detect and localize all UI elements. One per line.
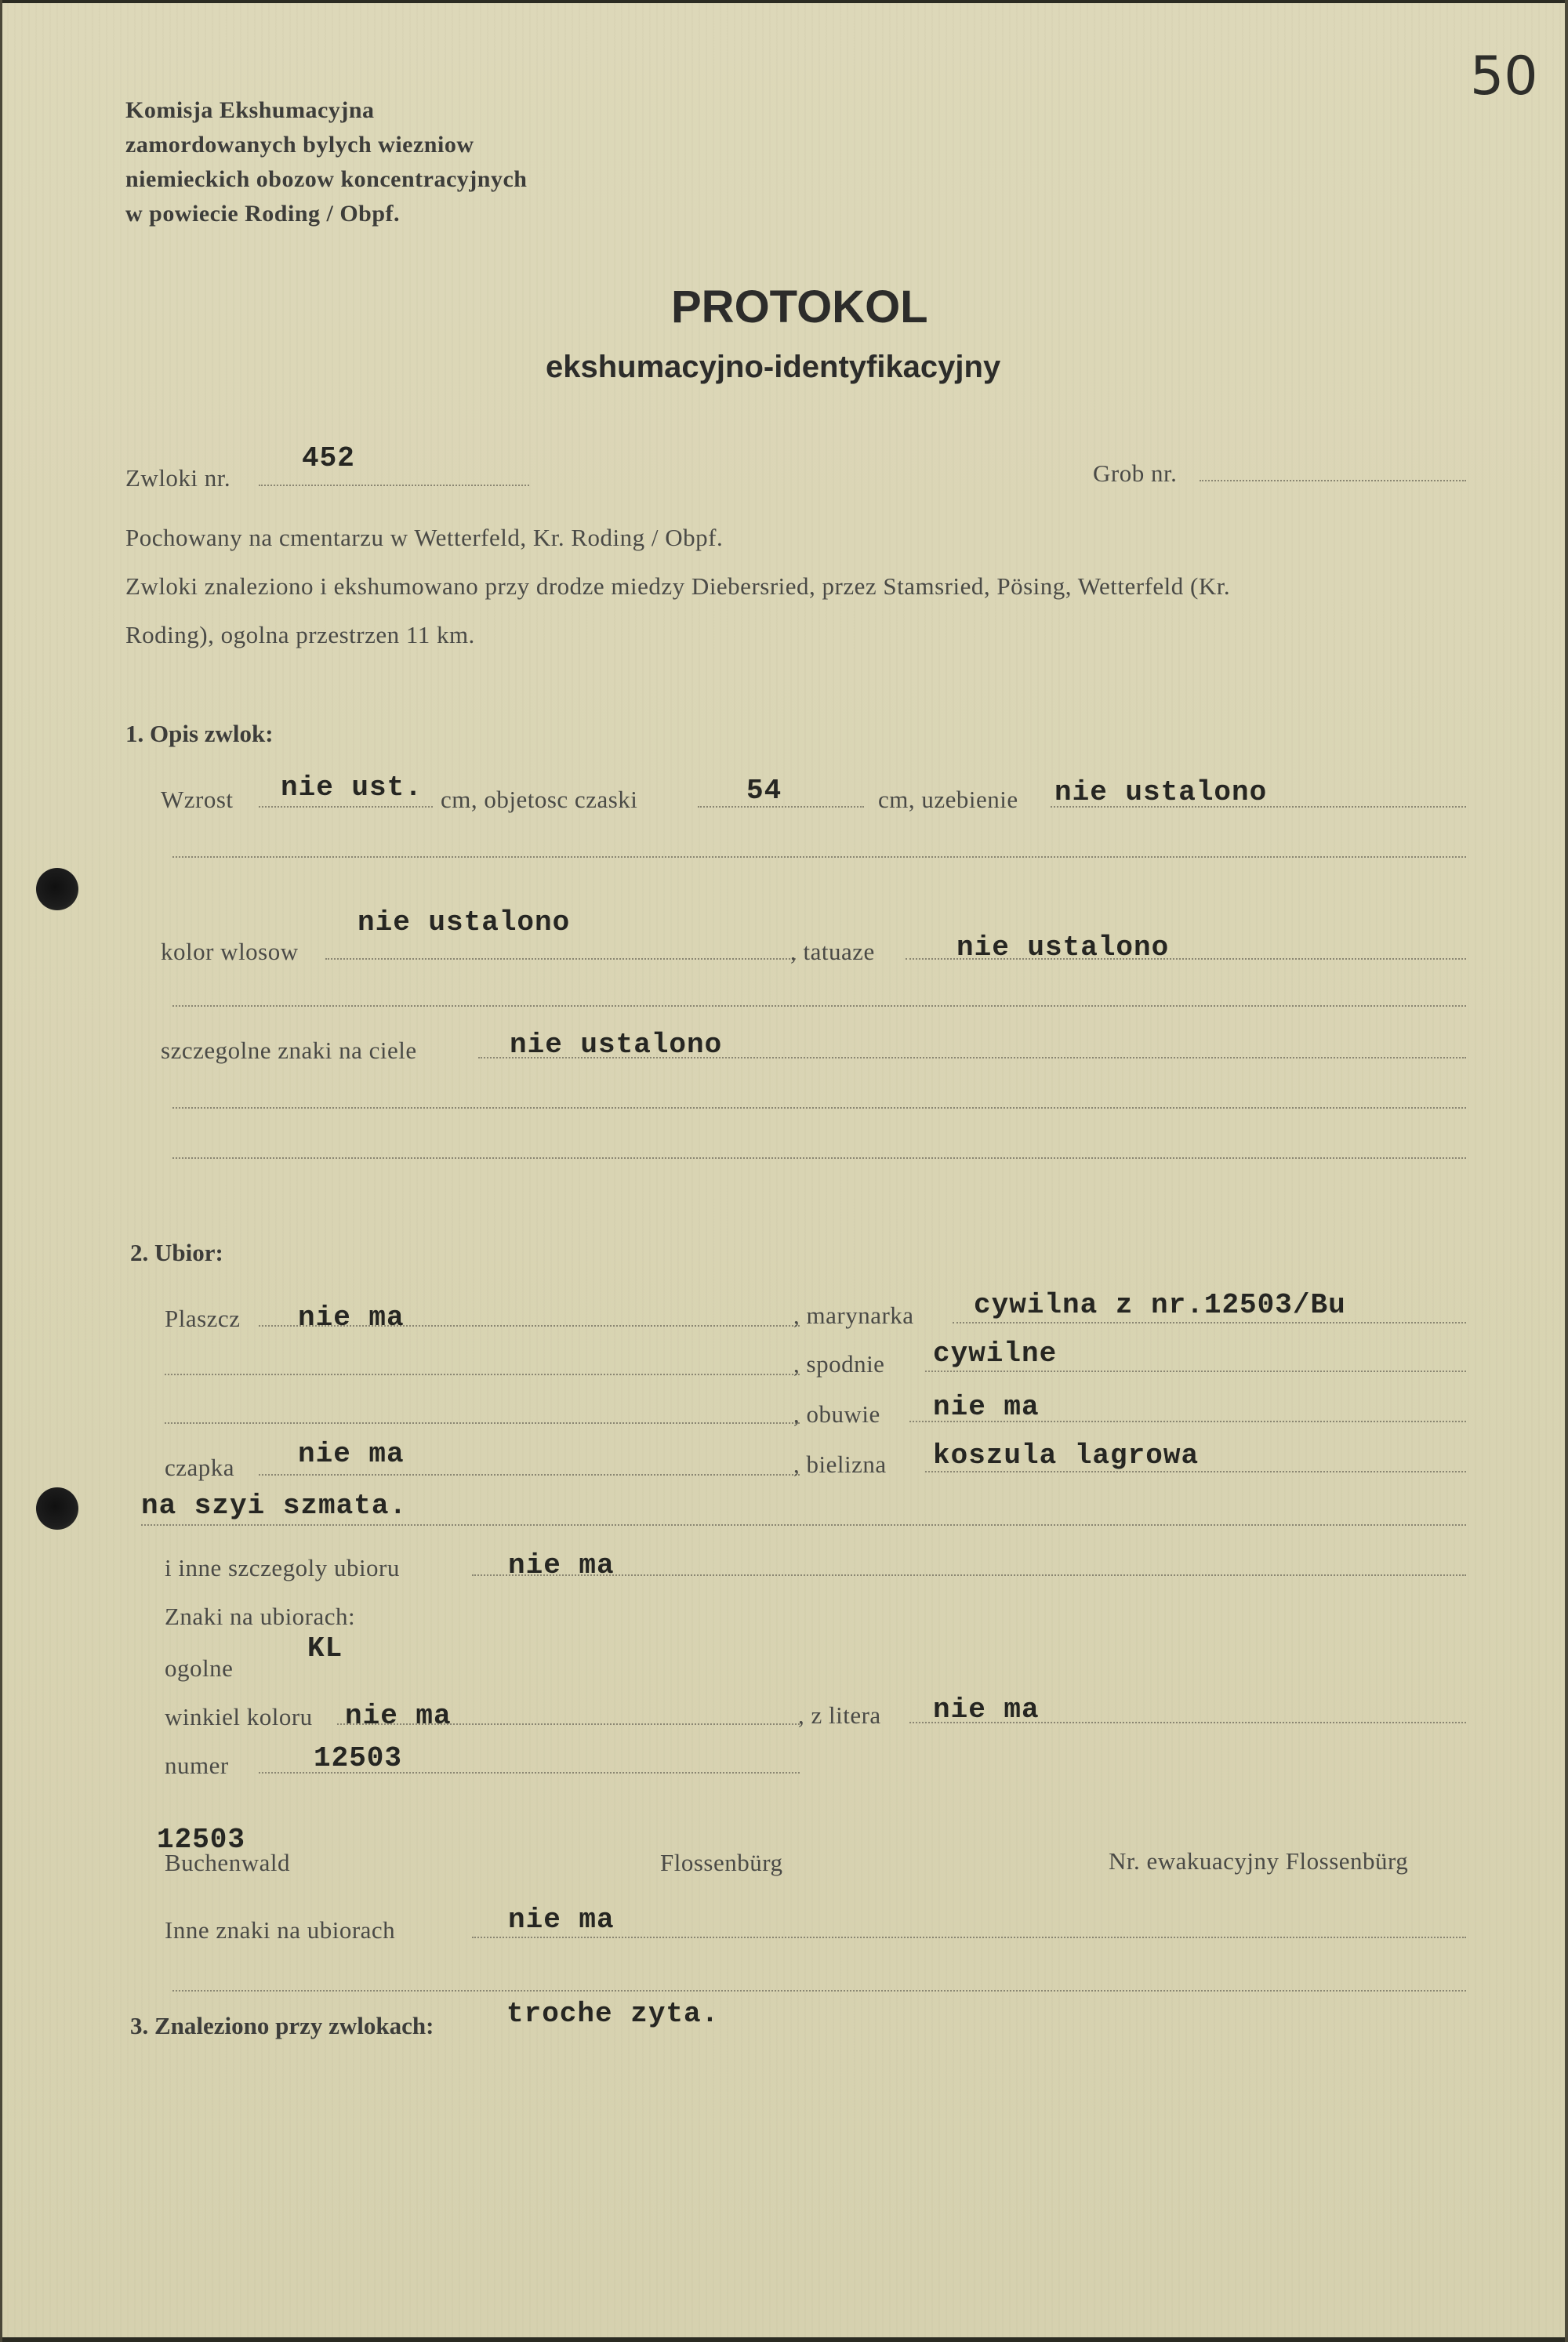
marynarka-label: , marynarka xyxy=(793,1302,914,1329)
znaki-value: nie ustalono xyxy=(510,1029,723,1061)
zwloki-value: 452 xyxy=(302,442,355,474)
pochowany-line: Pochowany na cmentarzu w Wetterfeld, Kr. Roding / Obpf. xyxy=(125,524,724,551)
inne-szczegoly-dotline xyxy=(472,1574,1466,1576)
plaszcz-value: nie ma xyxy=(298,1302,405,1334)
marynarka-value: cywilna z nr.12503/Bu xyxy=(974,1289,1346,1321)
document-title: PROTOKOL xyxy=(671,281,928,332)
inne-szczegoly-label: i inne szczegoly ubioru xyxy=(165,1554,400,1581)
obuwie-blank-line xyxy=(165,1422,800,1424)
ogolne-value: KL xyxy=(307,1632,343,1665)
cm-uzebienie-label: cm, uzebienie xyxy=(878,786,1018,813)
winkiel-value: nie ma xyxy=(345,1700,452,1732)
punch-hole-bottom xyxy=(36,1487,78,1530)
scan-edge-left xyxy=(0,0,2,2342)
inne-znaki-blank-line xyxy=(172,1990,1466,1992)
grob-label: Grob nr. xyxy=(1093,459,1178,487)
czapka-label: czapka xyxy=(165,1454,235,1481)
inne-znaki-value: nie ma xyxy=(508,1904,615,1936)
czaszka-value: 54 xyxy=(746,775,782,807)
obuwie-value: nie ma xyxy=(933,1391,1040,1423)
kolor-label: kolor wlosow xyxy=(161,938,299,965)
grob-dotline xyxy=(1200,480,1466,481)
czapka-value: nie ma xyxy=(298,1438,405,1470)
znaki-blank-line-2 xyxy=(172,1157,1466,1159)
ogolne-label: ogolne xyxy=(165,1654,234,1682)
numer-label: numer xyxy=(165,1752,229,1779)
uzebienie-value: nie ustalono xyxy=(1054,776,1268,808)
spodnie-value: cywilne xyxy=(933,1338,1058,1370)
znaki-blank-line-1 xyxy=(172,1107,1466,1109)
tatuaze-value: nie ustalono xyxy=(956,931,1170,964)
page-number: 50 xyxy=(1470,45,1538,107)
winkiel-dotline xyxy=(337,1723,800,1725)
bielizna-value: koszula lagrowa xyxy=(933,1440,1200,1472)
section-1-heading: 1. Opis zwlok: xyxy=(125,720,274,747)
kolor-blank-line xyxy=(172,1005,1466,1007)
znaleziono-line-1: Zwloki znaleziono i ekshumowano przy drodze miedzy Diebersried, przez Stamsried, Pösing, Wetterfeld (Kr. xyxy=(125,572,1231,600)
wzrost-label: Wzrost xyxy=(161,786,234,813)
znaki-na-ubiorach-heading: Znaki na ubiorach: xyxy=(165,1603,356,1630)
plaszcz-label: Plaszcz xyxy=(165,1305,241,1332)
czapka-dotline xyxy=(259,1474,800,1476)
wzrost-dotline xyxy=(259,806,433,808)
punch-hole-top xyxy=(36,868,78,910)
header-line-2: zamordowanych bylych wiezniow xyxy=(125,132,474,158)
buchenwald-number: 12503 xyxy=(157,1824,246,1856)
bielizna-label: , bielizna xyxy=(793,1451,887,1478)
section-3-heading: 3. Znaleziono przy zwlokach: xyxy=(130,2012,434,2039)
ewakuacyjny-label: Nr. ewakuacyjny Flossenbürg xyxy=(1109,1847,1409,1875)
znaki-na-ciele-label: szczegolne znaki na ciele xyxy=(161,1037,417,1064)
document-subtitle: ekshumacyjno-identyfikacyjny xyxy=(546,350,1001,384)
inne-znaki-dotline xyxy=(472,1937,1466,1938)
kolor-dotline xyxy=(325,958,796,960)
zwloki-label: Zwloki nr. xyxy=(125,464,231,492)
inne-znaki-label: Inne znaki na ubiorach xyxy=(165,1916,396,1944)
spodnie-blank-line xyxy=(165,1374,800,1375)
extra-clothing-note: na szyi szmata. xyxy=(141,1490,408,1522)
wzrost-value: nie ust. xyxy=(281,772,423,804)
buchenwald-label: Buchenwald xyxy=(165,1849,290,1876)
obuwie-label: , obuwie xyxy=(793,1400,880,1428)
spodnie-dotline xyxy=(925,1371,1466,1372)
scan-edge-bottom xyxy=(0,2337,1568,2342)
cm-czaszka-label: cm, objetosc czaski xyxy=(441,786,638,813)
header-line-1: Komisja Ekshumacyjna xyxy=(125,97,375,123)
section-1-blank-line xyxy=(172,856,1466,858)
header-line-3: niemieckich obozow koncentracyjnych xyxy=(125,166,528,192)
tatuaze-label: , tatuaze xyxy=(790,938,875,965)
znaleziono-line-2: Roding), ogolna przestrzen 11 km. xyxy=(125,621,475,648)
section-2-heading: 2. Ubior: xyxy=(130,1239,223,1266)
extra-clothing-dotline xyxy=(141,1524,1466,1526)
header-line-4: w powiecie Roding / Obpf. xyxy=(125,201,401,227)
marynarka-dotline xyxy=(953,1322,1466,1324)
kolor-value: nie ustalono xyxy=(358,906,571,939)
winkiel-label: winkiel koloru xyxy=(165,1703,313,1730)
litera-label: , z litera xyxy=(798,1701,881,1729)
scan-edge-right xyxy=(1565,0,1568,2342)
scan-edge-top xyxy=(0,0,1568,3)
section-3-value: troche zyta. xyxy=(506,1998,720,2030)
flossenburg-label: Flossenbürg xyxy=(660,1849,783,1876)
litera-value: nie ma xyxy=(933,1694,1040,1726)
zwloki-dotline xyxy=(259,485,529,486)
spodnie-label: , spodnie xyxy=(793,1350,885,1378)
numer-value: 12503 xyxy=(314,1742,403,1774)
inne-szczegoly-value: nie ma xyxy=(508,1549,615,1581)
